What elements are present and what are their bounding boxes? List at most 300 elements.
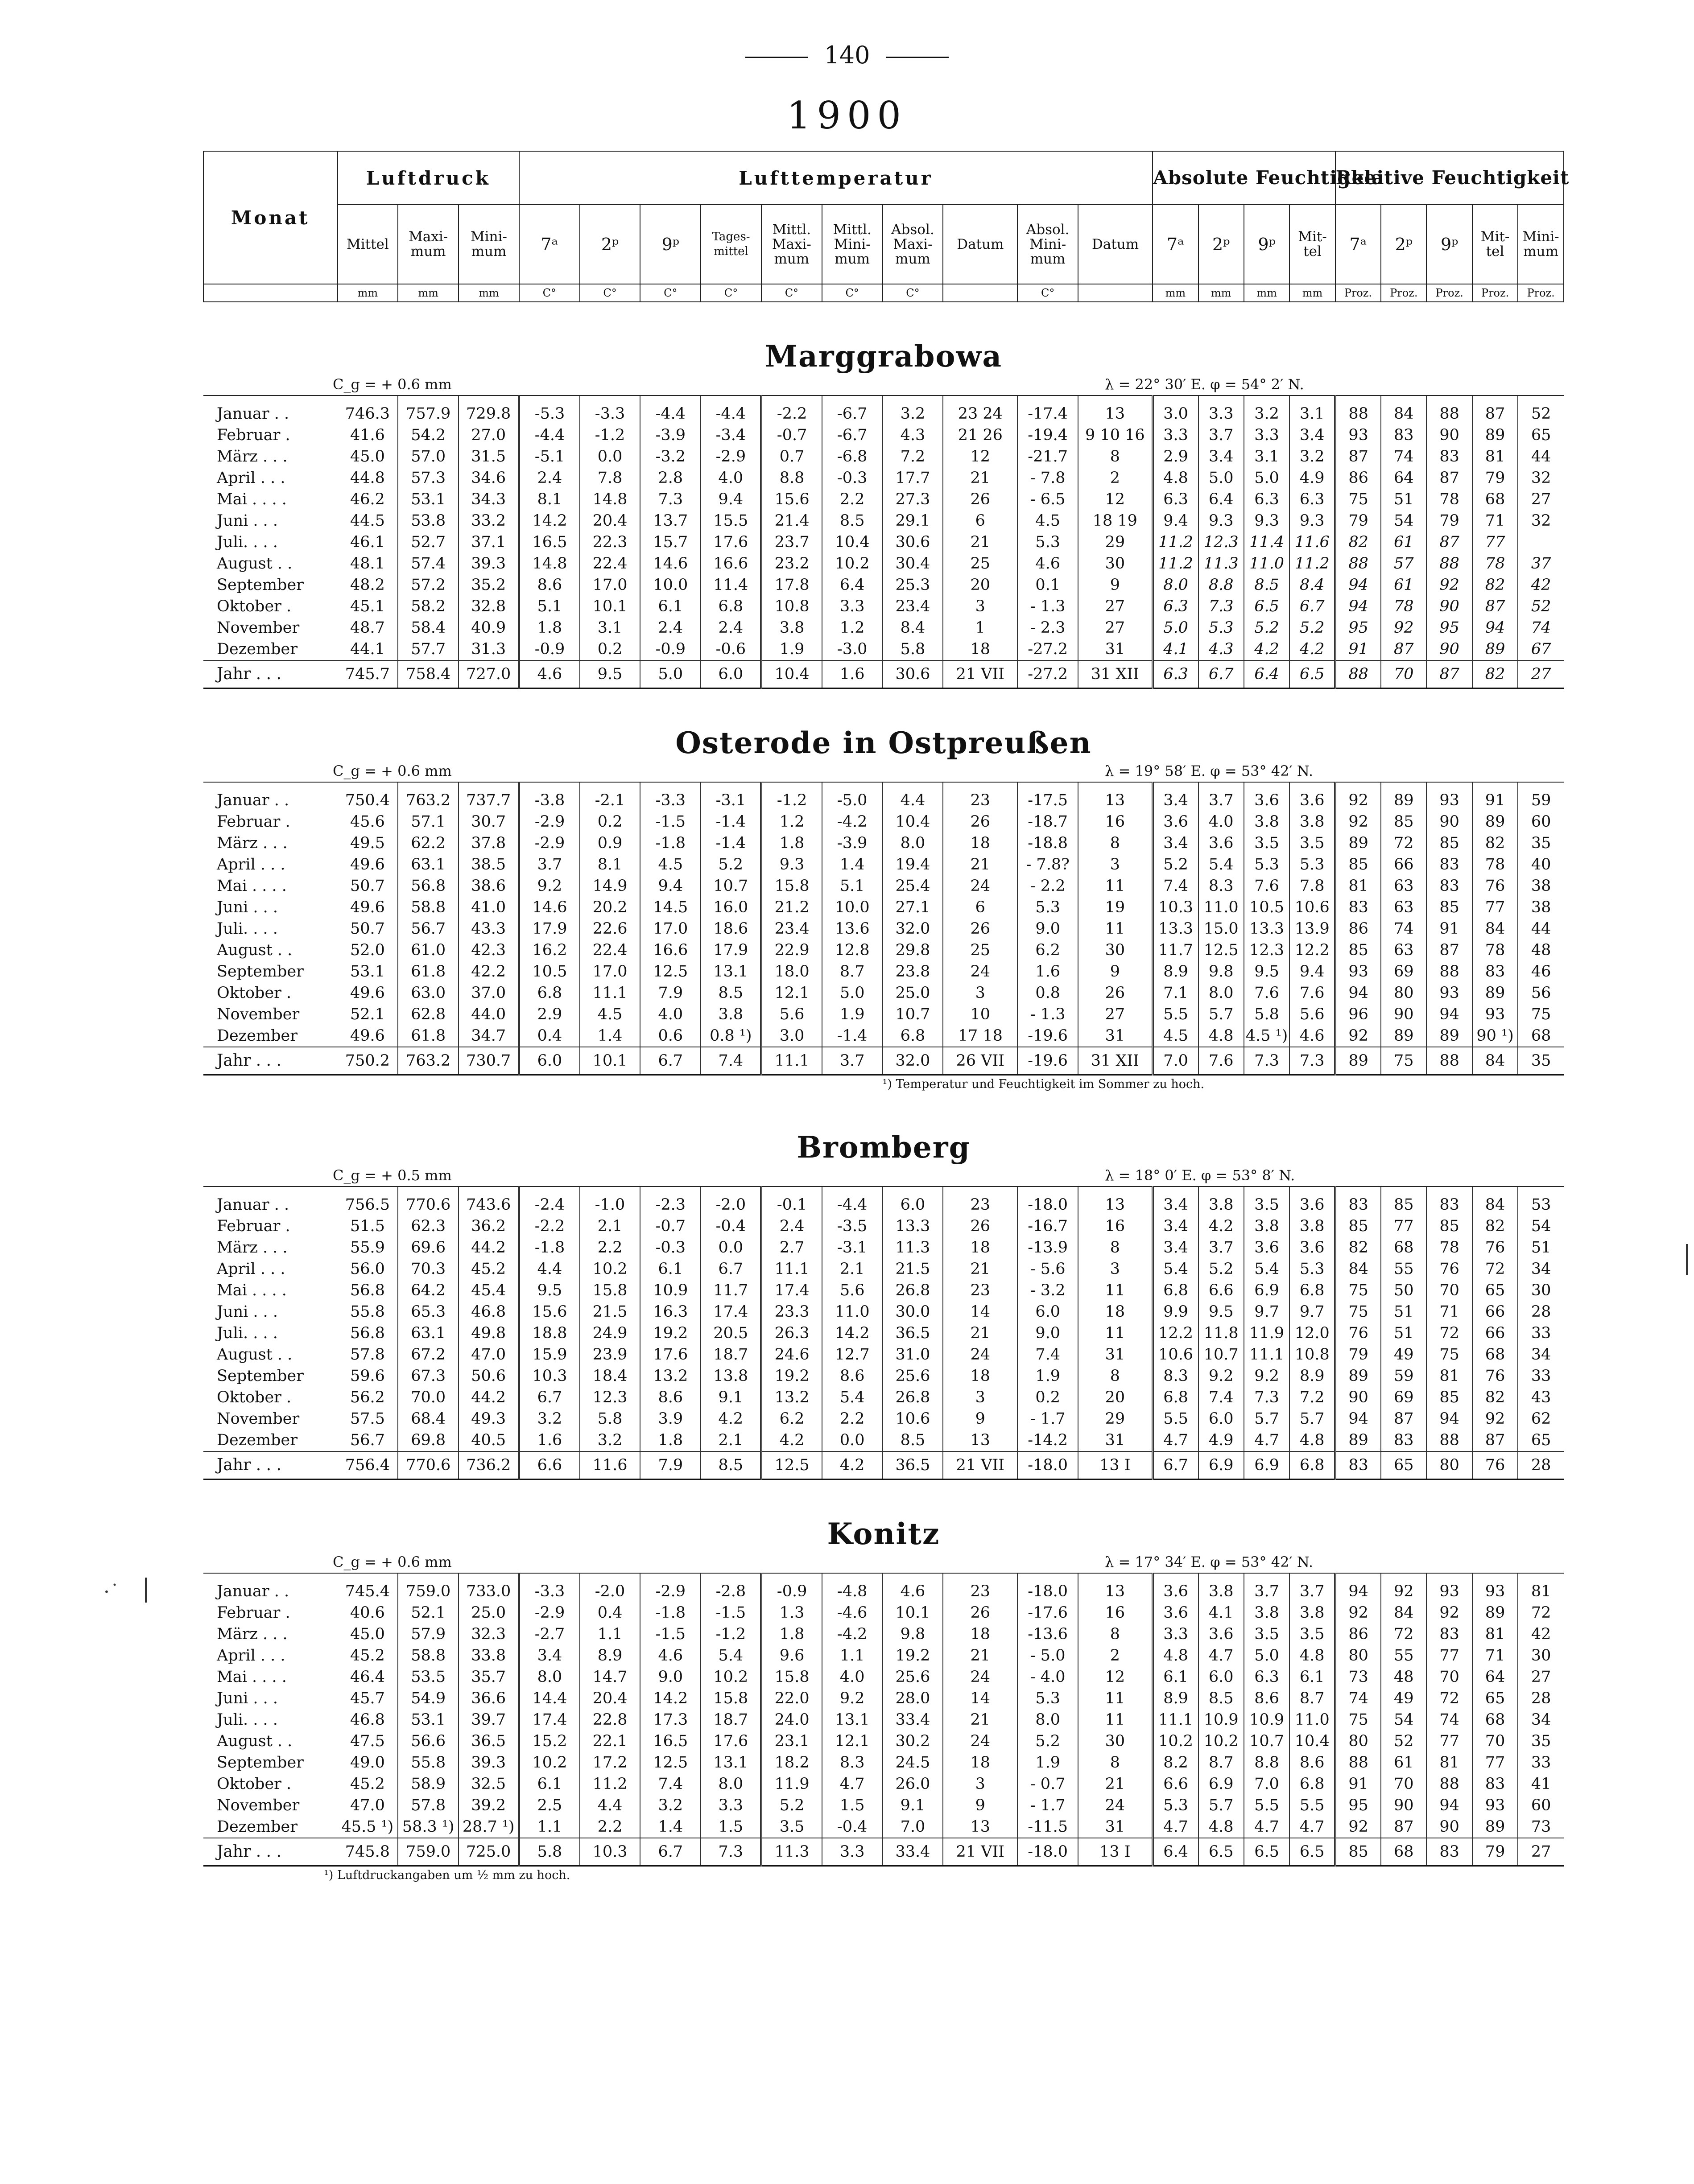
table-cell: 8.3 (1153, 1365, 1198, 1387)
table-row (203, 489, 1564, 510)
table-cell: 12.3 (1244, 940, 1289, 961)
table-cell: 3.7 (1244, 1573, 1289, 1602)
table-cell: 4.7 (1289, 1816, 1335, 1838)
table-cell: 7.6 (1244, 982, 1289, 1004)
table-cell: 27 (1518, 1666, 1564, 1688)
spacer-cell (203, 1093, 1564, 1130)
year-cell: 12.5 (761, 1451, 822, 1479)
table-cell: 68 (1472, 489, 1518, 510)
table-cell: 53.1 (350, 963, 385, 981)
table-cell: 9.3 (1289, 510, 1335, 532)
table-cell: 80 (1335, 1645, 1381, 1666)
table-cell: 24 (1078, 1795, 1153, 1816)
year-summary-row (203, 660, 1564, 688)
table-cell: 6 (943, 897, 1017, 918)
table-cell: 24 (943, 1344, 1017, 1365)
table-cell: 68 (1381, 1237, 1426, 1258)
table-cell: 23.3 (761, 1301, 822, 1323)
year-cell: 6.6 (519, 1451, 580, 1479)
table-cell: 8 (1078, 1752, 1153, 1773)
table-cell: 24.5 (883, 1752, 943, 1773)
table-cell: 27 (1078, 596, 1153, 617)
table-cell: 85 (1426, 832, 1472, 854)
table-cell: 74 (1381, 918, 1426, 940)
table-cell: 64 (1472, 1666, 1518, 1688)
table-cell: 6.8 (883, 1025, 943, 1047)
table-cell: 34.6 (459, 467, 519, 489)
table-row (203, 1816, 1564, 1838)
table-cell: -27.2 (1017, 639, 1078, 660)
table-cell: 6.0 (1198, 1408, 1244, 1430)
table-cell: 65 (1472, 1688, 1518, 1709)
table-cell: 0.2 (580, 811, 640, 832)
table-cell: 78 (1426, 489, 1472, 510)
table-cell: 92 (1335, 782, 1381, 811)
table-cell: 7.0 (883, 1816, 943, 1838)
year-cell: 13 I (1078, 1451, 1153, 1479)
table-row (203, 1408, 1564, 1430)
table-cell: 57.3 (398, 467, 459, 489)
table-cell: 3.4 (1289, 424, 1335, 446)
table-cell: 2.9 (1153, 446, 1198, 467)
table-cell: 77 (1472, 1752, 1518, 1773)
table-cell: 91 (1426, 918, 1472, 940)
table-cell: 8.5 (701, 982, 761, 1004)
table-cell: 756.5 (345, 1196, 390, 1214)
table-cell: 7.4 (640, 1773, 701, 1795)
table-cell: 57.8 (350, 1346, 385, 1364)
table-cell: 20 (1078, 1387, 1153, 1408)
margin-mark-right (1686, 1244, 1688, 1275)
page-number (0, 41, 1694, 69)
table-cell: 11.7 (1153, 940, 1198, 961)
table-cell: 26.8 (883, 1280, 943, 1301)
table-cell: 3 (1078, 1258, 1153, 1280)
table-cell: 11.1 (1153, 1709, 1198, 1731)
table-cell: 91 (1472, 782, 1518, 811)
year-cell: 87 (1426, 660, 1472, 688)
table-cell: 42 (1518, 1624, 1564, 1645)
table-cell: 11 (1078, 875, 1153, 897)
table-cell: -3.3 (519, 1573, 580, 1602)
table-cell: 92 (1335, 1602, 1381, 1624)
table-row (203, 1301, 1564, 1323)
table-cell: 70 (1472, 1731, 1518, 1752)
table-cell: 87 (1426, 467, 1472, 489)
table-cell: 31 (1078, 1344, 1153, 1365)
table-cell: 18.6 (701, 918, 761, 940)
table-cell: 6.7 (519, 1387, 580, 1408)
table-cell: 48.1 (350, 555, 385, 573)
year-cell: 33.4 (883, 1838, 943, 1866)
table-cell: 89 (1381, 782, 1426, 811)
table-cell: 76 (1335, 1323, 1381, 1344)
margin-mark-dots: ·˙ (103, 1581, 120, 1603)
table-cell: 1.6 (1017, 961, 1078, 982)
table-cell: 9.3 (1244, 510, 1289, 532)
table-cell: 11.1 (1244, 1344, 1289, 1365)
table-cell: 16.0 (701, 897, 761, 918)
table-row (203, 1573, 1564, 1602)
table-cell: -19.4 (1017, 424, 1078, 446)
station-coordinates: λ = 22° 30′ E. φ = 54° 2′ N. (1078, 374, 1564, 396)
station-title-row (203, 339, 1564, 374)
table-cell: 54 (1381, 1709, 1426, 1731)
table-cell: -2.2 (519, 1216, 580, 1237)
station-meta-row (203, 374, 1564, 396)
table-cell: 1.9 (822, 1004, 883, 1025)
table-cell: 9.3 (761, 854, 822, 875)
table-cell: 81 (1518, 1573, 1564, 1602)
table-cell: 3.5 (761, 1816, 822, 1838)
table-cell: 25.0 (459, 1602, 519, 1624)
table-cell: 90 (1426, 811, 1472, 832)
table-cell: 11 (1078, 918, 1153, 940)
month-label: Oktober . (217, 1389, 292, 1406)
table-cell: 45.7 (350, 1690, 385, 1707)
table-cell: 9.1 (701, 1387, 761, 1408)
table-cell: 4.4 (519, 1258, 580, 1280)
unit-blank (1078, 284, 1153, 302)
table-cell: -4.2 (822, 1624, 883, 1645)
table-cell: 13.1 (822, 1709, 883, 1731)
table-cell: -2.7 (519, 1624, 580, 1645)
table-cell: -2.0 (701, 1187, 761, 1216)
month-label: September (217, 576, 304, 594)
table-cell: 9.0 (1017, 918, 1078, 940)
table-cell: 8.5 (1244, 574, 1289, 596)
footnote: ¹) Temperatur und Feuchtigkeit im Sommer zu hoch. (882, 1077, 1205, 1091)
table-cell: 9.2 (822, 1688, 883, 1709)
table-cell: 5.7 (1289, 1408, 1335, 1430)
table-cell: 79 (1335, 510, 1381, 532)
table-cell: 20 (943, 574, 1017, 596)
table-cell: 8.2 (1153, 1752, 1198, 1773)
table-cell: 14.8 (580, 489, 640, 510)
table-cell: 8.7 (1289, 1688, 1335, 1709)
table-cell: 46.8 (350, 1711, 385, 1729)
table-cell: 53.1 (398, 489, 459, 510)
year-cell: 8.5 (701, 1451, 761, 1479)
table-cell: 17.3 (640, 1709, 701, 1731)
table-cell: 70 (1426, 1280, 1472, 1301)
table-cell: 60 (1518, 811, 1564, 832)
table-cell: 12.3 (580, 1387, 640, 1408)
table-cell: 13 (1078, 1573, 1153, 1602)
table-cell: 91 (1335, 639, 1381, 660)
table-row (203, 467, 1564, 489)
table-cell: 6.6 (1198, 1280, 1244, 1301)
table-cell: 770.6 (398, 1187, 459, 1216)
table-cell: 23.7 (761, 532, 822, 553)
month-label: März . . . (217, 1625, 288, 1643)
table-cell: 17.6 (640, 1344, 701, 1365)
table-cell: 39.2 (459, 1795, 519, 1816)
table-row (203, 1004, 1564, 1025)
table-cell: 56.0 (350, 1260, 385, 1278)
table-cell: 71 (1426, 1301, 1472, 1323)
month-label: Juli. . . . (217, 1711, 278, 1729)
table-cell: 3.0 (761, 1025, 822, 1047)
table-cell: 27.3 (883, 489, 943, 510)
table-cell: 9.4 (1289, 961, 1335, 982)
table-cell: 4.2 (1244, 639, 1289, 660)
table-cell: 12.1 (761, 982, 822, 1004)
table-cell: 4.5 (640, 854, 701, 875)
table-cell: 12.8 (822, 940, 883, 961)
table-cell: 95 (1426, 617, 1472, 639)
month-label: Mai . . . . (217, 1668, 287, 1686)
table-cell: 6.1 (519, 1773, 580, 1795)
table-cell: 90 (1335, 1387, 1381, 1408)
table-cell: 81 (1472, 1624, 1518, 1645)
table-cell: 3.6 (1198, 832, 1244, 854)
table-cell: 32 (1518, 467, 1564, 489)
table-cell: - 4.0 (1017, 1666, 1078, 1688)
table-cell: 4.6 (883, 1573, 943, 1602)
table-cell: 1 (943, 617, 1017, 639)
table-cell: 57.2 (398, 574, 459, 596)
footnote-blank (203, 1075, 883, 1094)
table-cell: 35 (1518, 1731, 1564, 1752)
table-cell: 8.3 (822, 1752, 883, 1773)
table-cell: 13.1 (701, 961, 761, 982)
table-cell: 14.2 (519, 510, 580, 532)
unit-c: C° (701, 284, 761, 302)
table-cell: 84 (1381, 1602, 1426, 1624)
table-cell: 8.8 (1198, 574, 1244, 596)
table-cell: 2 (1078, 1645, 1153, 1666)
table-cell: -14.2 (1017, 1430, 1078, 1451)
table-cell: 3.2 (1289, 446, 1335, 467)
table-cell: 75 (1335, 1280, 1381, 1301)
table-cell: 8.0 (701, 1773, 761, 1795)
table-cell: 90 (1381, 1795, 1426, 1816)
table-cell: 4.5 ¹) (1244, 1025, 1289, 1047)
table-cell: 18.7 (701, 1709, 761, 1731)
table-cell: 20.4 (580, 510, 640, 532)
table-cell: 51 (1518, 1237, 1564, 1258)
table-cell: 74 (1381, 446, 1426, 467)
year-cell: 31 XII (1078, 660, 1153, 688)
table-cell: 93 (1335, 961, 1381, 982)
year-cell: 6.9 (1198, 1451, 1244, 1479)
spacer-cell (203, 1479, 1564, 1517)
table-cell: 10.0 (822, 897, 883, 918)
table-row (203, 1709, 1564, 1731)
table-cell: 8 (1078, 832, 1153, 854)
table-cell: 9.5 (1198, 1301, 1244, 1323)
header-absolute-feuchtigkeit: Absolute Feuchtigkeit (1153, 151, 1335, 205)
table-cell: 9 (943, 1795, 1017, 1816)
table-cell: 13.9 (1289, 918, 1335, 940)
table-cell: 17.7 (883, 467, 943, 489)
table-row (203, 553, 1564, 574)
table-cell: 46.2 (350, 490, 385, 508)
table-cell: -18.7 (1017, 811, 1078, 832)
table-cell: 87 (1335, 446, 1381, 467)
table-cell: 9.7 (1289, 1301, 1335, 1323)
table-cell: 6.4 (1198, 489, 1244, 510)
table-cell: -0.6 (701, 639, 761, 660)
table-cell: 76 (1472, 1237, 1518, 1258)
table-cell: 31 (1078, 639, 1153, 660)
month-label: Januar . . (217, 1196, 289, 1214)
table-cell: 24 (943, 1731, 1017, 1752)
table-cell: 94 (1335, 574, 1381, 596)
table-cell: 77 (1426, 1645, 1472, 1666)
table-cell: 83 (1426, 446, 1472, 467)
table-cell: 93 (1472, 1573, 1518, 1602)
table-cell: 2.1 (580, 1216, 640, 1237)
table-cell: 1.9 (761, 639, 822, 660)
table-cell: -6.7 (822, 396, 883, 424)
table-cell: 70 (1381, 1773, 1426, 1795)
header-rf-mittel: Mit- tel (1472, 205, 1518, 284)
table-cell: 12.7 (822, 1344, 883, 1365)
table-cell: 19.2 (761, 1365, 822, 1387)
station-coordinates: λ = 19° 58′ E. φ = 53° 42′ N. (1078, 760, 1564, 782)
table-cell: 5.5 (1289, 1795, 1335, 1816)
month-label: Dezember (217, 1027, 297, 1045)
table-cell: 6.7 (701, 1258, 761, 1280)
table-cell: 31.0 (883, 1344, 943, 1365)
table-cell: 84 (1381, 396, 1426, 424)
table-cell: 85 (1426, 897, 1472, 918)
table-cell: 74 (1518, 617, 1564, 639)
table-cell: -1.4 (701, 832, 761, 854)
margin-mark-line (145, 1578, 147, 1603)
table-cell: 8.5 (822, 510, 883, 532)
table-cell: 55.9 (350, 1239, 385, 1257)
table-cell: 25.6 (883, 1365, 943, 1387)
table-cell: 55.8 (398, 1752, 459, 1773)
table-row (203, 574, 1564, 596)
table-cell: 8.4 (1289, 574, 1335, 596)
month-label: September (217, 1754, 304, 1772)
table-cell: 15.6 (761, 489, 822, 510)
table-cell: -4.2 (822, 811, 883, 832)
table-cell: 30 (1078, 553, 1153, 574)
year-cell: 6.7 (1198, 660, 1244, 688)
header-rf-minimum: Mini- mum (1518, 205, 1564, 284)
station-gravity-correction: C_g = + 0.6 mm (203, 374, 1078, 396)
table-cell: 4.7 (1198, 1645, 1244, 1666)
table-cell: -2.9 (519, 1602, 580, 1624)
table-cell: 88 (1426, 961, 1472, 982)
table-cell: -2.9 (701, 446, 761, 467)
table-cell: -0.3 (822, 467, 883, 489)
table-cell: 10.8 (761, 596, 822, 617)
table-cell: -6.8 (822, 446, 883, 467)
unit-proz: Proz. (1472, 284, 1518, 302)
unit-mm: mm (1153, 284, 1198, 302)
table-cell: - 7.8 (1017, 467, 1078, 489)
table-cell: 11 (1078, 1709, 1153, 1731)
table-cell (1518, 532, 1564, 553)
month-label: August . . (217, 1732, 293, 1750)
table-cell: 62.3 (398, 1216, 459, 1237)
table-cell: 65 (1518, 1430, 1564, 1451)
table-cell: 25.4 (883, 875, 943, 897)
table-cell: 22.8 (580, 1709, 640, 1731)
unit-c: C° (822, 284, 883, 302)
table-cell: 37 (1518, 553, 1564, 574)
table-cell: 40.9 (459, 617, 519, 639)
table-cell: 48.7 (350, 619, 385, 637)
table-cell: 63.1 (398, 1323, 459, 1344)
table-cell: 52 (1381, 1731, 1426, 1752)
table-cell: 70.0 (398, 1387, 459, 1408)
table-cell: 2.1 (822, 1258, 883, 1280)
table-cell: -0.4 (701, 1216, 761, 1237)
table-cell: 4.1 (1153, 639, 1198, 660)
table-cell: 22.0 (761, 1688, 822, 1709)
table-cell: - 2.3 (1017, 617, 1078, 639)
table-cell: 53.1 (398, 1709, 459, 1731)
table-cell: 19.2 (640, 1323, 701, 1344)
header-t7: 7ᵃ (519, 205, 580, 284)
table-cell: 88 (1335, 396, 1381, 424)
table-cell: 1.1 (822, 1645, 883, 1666)
table-cell: 8.6 (1289, 1752, 1335, 1773)
station-gravity-correction: C_g = + 0.5 mm (203, 1165, 1078, 1187)
table-cell: 34 (1518, 1344, 1564, 1365)
table-cell: 54 (1518, 1216, 1564, 1237)
table-cell: 44.2 (459, 1237, 519, 1258)
table-cell: 6.8 (1153, 1387, 1198, 1408)
table-cell: 13 (1078, 782, 1153, 811)
table-cell: 9.0 (640, 1666, 701, 1688)
table-cell: 20.2 (580, 897, 640, 918)
table-cell: -1.5 (640, 811, 701, 832)
table-cell: -5.0 (822, 782, 883, 811)
year-cell: 6.9 (1244, 1451, 1289, 1479)
table-cell: 22.6 (580, 918, 640, 940)
year-cell: 756.4 (338, 1451, 398, 1479)
unit-c: C° (1017, 284, 1078, 302)
month-label: Januar . . (217, 1582, 289, 1600)
table-cell: 33.2 (459, 510, 519, 532)
table-cell: -4.4 (822, 1187, 883, 1216)
table-cell: 57.5 (350, 1410, 385, 1428)
table-cell: 46.4 (350, 1668, 385, 1686)
table-cell: -3.0 (822, 639, 883, 660)
table-cell: 38 (1518, 875, 1564, 897)
table-cell: 49.6 (350, 1027, 385, 1045)
station-title-row (203, 725, 1564, 760)
table-row (203, 897, 1564, 918)
table-cell: 4.6 (640, 1645, 701, 1666)
unit-mm: mm (1244, 284, 1289, 302)
table-cell: 21 (1078, 1773, 1153, 1795)
table-cell: 10.1 (883, 1602, 943, 1624)
station-name: Konitz (827, 1516, 940, 1551)
table-cell: 3 (943, 596, 1017, 617)
table-cell: 82 (1472, 1216, 1518, 1237)
table-cell: -3.8 (519, 782, 580, 811)
table-cell: 93 (1426, 982, 1472, 1004)
table-cell: 17 18 (943, 1025, 1017, 1047)
year-cell: -19.6 (1017, 1047, 1078, 1075)
table-cell: 8.9 (1153, 1688, 1198, 1709)
table-cell: -0.9 (519, 639, 580, 660)
table-cell: 63 (1381, 897, 1426, 918)
table-cell: 4.8 (1289, 1430, 1335, 1451)
table-cell: 92 (1335, 1025, 1381, 1047)
table-cell: 95 (1335, 1795, 1381, 1816)
table-cell: 30.4 (883, 553, 943, 574)
